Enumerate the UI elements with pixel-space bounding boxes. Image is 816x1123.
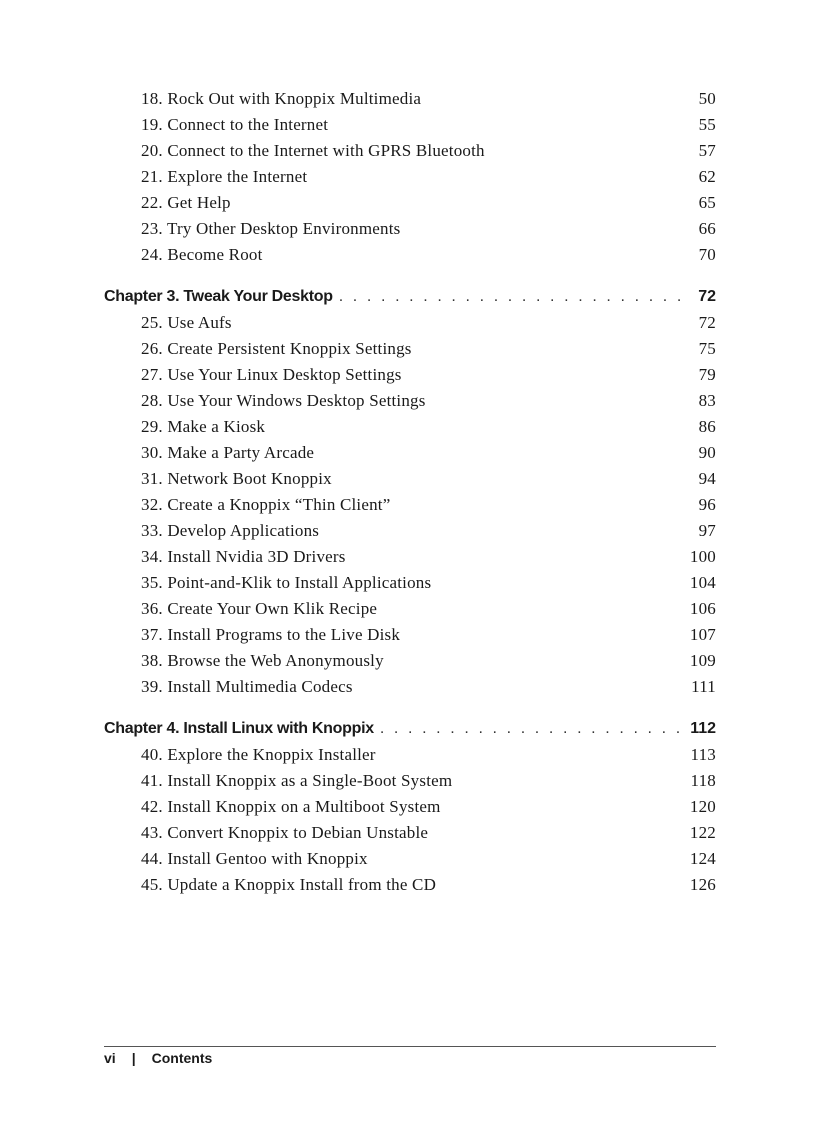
entry-title: Install Knoppix on a Multiboot System [167, 797, 441, 816]
entry-number: 39. [141, 677, 163, 696]
entry-number: 18. [141, 89, 163, 108]
entry-title: Develop Applications [167, 521, 320, 540]
entry-page-number: 90 [698, 443, 716, 462]
entry-page-number: 120 [689, 797, 716, 816]
entry-number: 19. [141, 115, 163, 134]
chapter-heading[interactable] [104, 284, 716, 310]
toc-entry[interactable] [104, 674, 716, 700]
toc-entry[interactable] [104, 362, 716, 388]
footer-rule [104, 1046, 716, 1047]
entry-label [141, 596, 377, 622]
entry-title: Use Your Linux Desktop Settings [167, 365, 402, 384]
entry-label [141, 492, 390, 518]
entry-title: Make a Kiosk [167, 417, 266, 436]
entry-page-number: 94 [698, 469, 716, 488]
toc-entry[interactable] [104, 190, 716, 216]
toc-entry[interactable] [104, 768, 716, 794]
entry-title: Create Your Own Klik Recipe [167, 599, 378, 618]
entry-number: 43. [141, 823, 163, 842]
entry-title: Become Root [167, 245, 263, 264]
entry-title: Use Aufs [167, 313, 232, 332]
entry-label [141, 242, 263, 268]
entry-page-number: 100 [689, 547, 716, 566]
entry-number: 23. [141, 219, 163, 238]
entry-page-number: 104 [689, 573, 716, 592]
entry-number: 30. [141, 443, 163, 462]
entry-title: Network Boot Knoppix [167, 469, 332, 488]
toc-page [104, 86, 716, 898]
toc-entry[interactable] [104, 648, 716, 674]
entry-title: Make a Party Arcade [167, 443, 315, 462]
toc-entry[interactable] [104, 112, 716, 138]
entry-number: 33. [141, 521, 163, 540]
entry-number: 40. [141, 745, 163, 764]
entry-title: Explore the Knoppix Installer [167, 745, 376, 764]
toc-entry[interactable] [104, 414, 716, 440]
entry-page-number: 111 [691, 677, 716, 696]
entry-title: Connect to the Internet with GPRS Bluetooth [167, 141, 485, 160]
entry-title: Explore the Internet [167, 167, 308, 186]
toc-entry[interactable] [104, 492, 716, 518]
entry-title: Rock Out with Knoppix Multimedia [167, 89, 422, 108]
entry-title: Create Persistent Knoppix Settings [167, 339, 412, 358]
chapter-page-number: 112 [690, 720, 716, 737]
entry-number: 25. [141, 313, 163, 332]
entry-title: Create a Knoppix “Thin Client” [167, 495, 391, 514]
entry-page-number: 126 [689, 875, 716, 894]
toc-entry[interactable] [104, 440, 716, 466]
toc-entry[interactable] [104, 466, 716, 492]
entry-label [141, 414, 265, 440]
toc-entry[interactable] [104, 388, 716, 414]
entry-number: 20. [141, 141, 163, 160]
entry-number: 29. [141, 417, 163, 436]
entry-number: 27. [141, 365, 163, 384]
toc-entry[interactable] [104, 742, 716, 768]
entry-title: Use Your Windows Desktop Settings [167, 391, 426, 410]
entry-number: 42. [141, 797, 163, 816]
entry-label [141, 362, 402, 388]
footer-section-title: Contents [151, 1050, 213, 1066]
entry-title: Update a Knoppix Install from the CD [167, 875, 437, 894]
toc-entry[interactable] [104, 820, 716, 846]
entry-title: Point-and-Klik to Install Applications [167, 573, 432, 592]
entry-label [141, 518, 319, 544]
entry-page-number: 106 [689, 599, 716, 618]
entry-label [141, 388, 426, 414]
entry-number: 32. [141, 495, 163, 514]
entry-number: 26. [141, 339, 163, 358]
entry-label [141, 164, 307, 190]
entry-page-number: 75 [698, 339, 716, 358]
entry-page-number: 50 [698, 89, 716, 108]
page-footer [104, 1050, 212, 1066]
entry-label [141, 310, 232, 336]
footer-page-number: vi [104, 1050, 116, 1066]
entry-label [141, 112, 328, 138]
entry-page-number: 55 [698, 115, 716, 134]
toc-entry[interactable] [104, 596, 716, 622]
entry-number: 28. [141, 391, 163, 410]
entry-number: 24. [141, 245, 163, 264]
entry-title: Install Multimedia Codecs [167, 677, 353, 696]
toc-entry[interactable] [104, 216, 716, 242]
entry-page-number: 97 [698, 521, 716, 540]
entry-number: 34. [141, 547, 163, 566]
entry-label [141, 138, 485, 164]
entry-page-number: 70 [698, 245, 716, 264]
entry-number: 44. [141, 849, 163, 868]
entry-page-number: 122 [689, 823, 716, 842]
entry-page-number: 66 [698, 219, 716, 238]
entry-title: Convert Knoppix to Debian Unstable [167, 823, 429, 842]
chapter-title: Chapter 4. Install Linux with Knoppix [104, 720, 374, 737]
entry-page-number: 65 [698, 193, 716, 212]
entry-number: 31. [141, 469, 163, 488]
toc-entry[interactable] [104, 570, 716, 596]
toc-entry[interactable] [104, 872, 716, 898]
footer-separator: | [131, 1050, 136, 1066]
dot-leader [339, 284, 693, 310]
entry-number: 21. [141, 167, 163, 186]
entry-page-number: 113 [690, 745, 716, 764]
toc-entry[interactable] [104, 138, 716, 164]
entry-title: Try Other Desktop Environments [167, 219, 401, 238]
dot-leader [380, 716, 684, 742]
entry-title: Browse the Web Anonymously [167, 651, 384, 670]
entry-title: Install Nvidia 3D Drivers [167, 547, 346, 566]
entry-title: Get Help [167, 193, 231, 212]
chapter-page-number: 72 [698, 288, 716, 305]
entry-label [141, 872, 436, 898]
entry-label [141, 674, 353, 700]
entry-page-number: 96 [698, 495, 716, 514]
toc-entry[interactable] [104, 86, 716, 112]
entry-label [141, 216, 400, 242]
entry-title: Install Programs to the Live Disk [167, 625, 401, 644]
entry-number: 41. [141, 771, 163, 790]
toc-entry[interactable] [104, 544, 716, 570]
toc-entry[interactable] [104, 242, 716, 268]
entry-label [141, 794, 441, 820]
entry-page-number: 62 [698, 167, 716, 186]
entry-page-number: 79 [698, 365, 716, 384]
entry-label [141, 336, 412, 362]
entry-page-number: 83 [698, 391, 716, 410]
entry-title: Install Gentoo with Knoppix [167, 849, 368, 868]
entry-page-number: 57 [698, 141, 716, 160]
entry-number: 35. [141, 573, 163, 592]
entry-label [141, 544, 346, 570]
entry-label [141, 86, 421, 112]
toc-entry[interactable] [104, 310, 716, 336]
entry-number: 38. [141, 651, 163, 670]
entry-page-number: 72 [698, 313, 716, 332]
entry-label [141, 570, 431, 596]
entry-number: 36. [141, 599, 163, 618]
entry-label [141, 440, 314, 466]
entry-label [141, 768, 452, 794]
toc-entry[interactable] [104, 846, 716, 872]
chapter-title: Chapter 3. Tweak Your Desktop [104, 288, 333, 305]
entry-page-number: 109 [689, 651, 716, 670]
entry-label [141, 190, 231, 216]
entry-page-number: 86 [698, 417, 716, 436]
entry-label [141, 648, 384, 674]
entry-label [141, 820, 428, 846]
entry-title: Connect to the Internet [167, 115, 329, 134]
entry-number: 37. [141, 625, 163, 644]
toc-entry[interactable] [104, 622, 716, 648]
toc-entry[interactable] [104, 336, 716, 362]
chapter-heading[interactable] [104, 716, 716, 742]
entry-number: 22. [141, 193, 163, 212]
entry-page-number: 107 [689, 625, 716, 644]
entry-page-number: 124 [689, 849, 716, 868]
toc-entry[interactable] [104, 164, 716, 190]
toc-entry[interactable] [104, 518, 716, 544]
entry-title: Install Knoppix as a Single-Boot System [167, 771, 453, 790]
toc-entry[interactable] [104, 794, 716, 820]
entry-number: 45. [141, 875, 163, 894]
entry-label [141, 622, 400, 648]
entry-label [141, 742, 376, 768]
entry-label [141, 466, 332, 492]
entry-label [141, 846, 368, 872]
entry-page-number: 118 [690, 771, 716, 790]
